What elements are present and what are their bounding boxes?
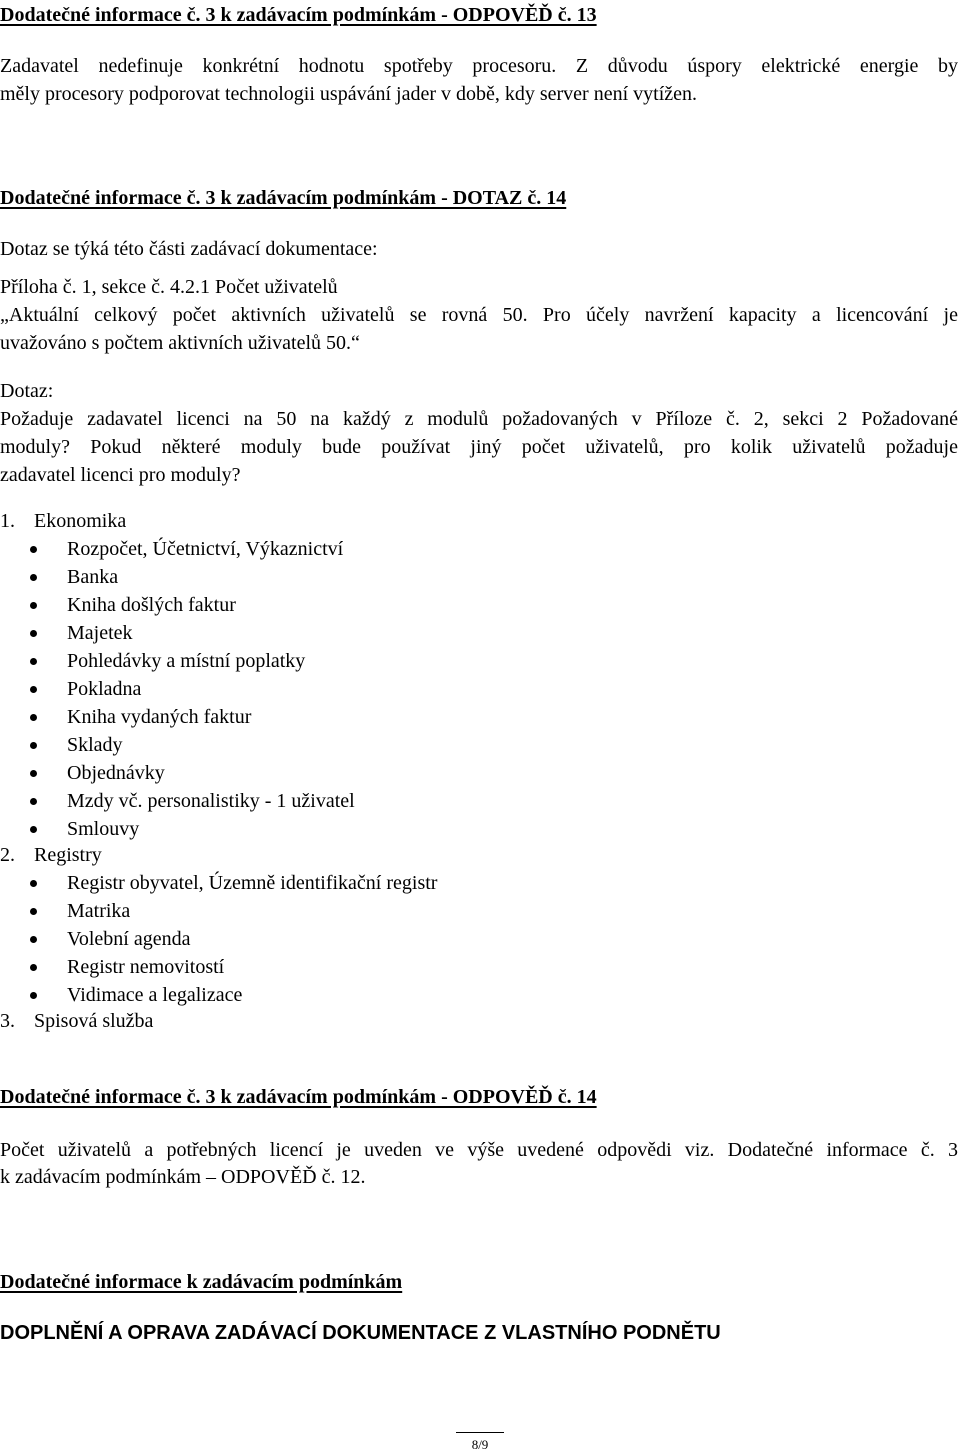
query-14-reference: Příloha č. 1, sekce č. 4.2.1 Počet uživatelů <box>0 276 338 298</box>
group-2-number: 2. <box>0 844 15 866</box>
list-item-text: Pohledávky a místní poplatky <box>67 650 306 672</box>
query-14-label: Dotaz: <box>0 380 54 402</box>
answer-13-text-line-1 <box>0 53 958 80</box>
bullet-icon <box>30 826 37 833</box>
group-1-title: Ekonomika <box>34 510 127 532</box>
list-item-text: Registr obyvatel, Územně identifikační registr <box>67 872 438 894</box>
list-item-text: Smlouvy <box>67 818 140 840</box>
bullet-icon <box>30 630 37 637</box>
query-14-quote-line-1 <box>0 302 958 329</box>
query-14-intro: Dotaz se týká této části zadávací dokumentace: <box>0 238 378 260</box>
bullet-icon <box>30 992 37 999</box>
group-2-title: Registry <box>34 844 102 866</box>
list-item-text: Banka <box>67 566 119 588</box>
answer-13-text-1: Zadavatel nedefinuje konkrétní hodnotu spotřeby procesoru. Z důvodu úspory elektrické energie by <box>0 55 958 77</box>
page-number: 8/9 <box>471 1437 489 1452</box>
bullet-icon <box>30 602 37 609</box>
list-item-text: Vidimace a legalizace <box>67 984 243 1006</box>
answer-13-text-line-2: měly procesory podporovat technologii uspávání jader v době, kdy server není vytížen. <box>0 83 698 105</box>
list-item-text: Rozpočet, Účetnictví, Výkaznictví <box>67 538 344 560</box>
closing-heading: Dodatečné informace k zadávacím podmínkám <box>0 1271 403 1293</box>
bullet-icon <box>30 658 37 665</box>
list-item-text: Kniha došlých faktur <box>67 594 236 616</box>
group-3-title: Spisová služba <box>34 1010 154 1032</box>
query-14-text-2: moduly? Pokud některé moduly bude používat jiný počet uživatelů, pro kolik uživatelů požaduje <box>0 436 958 458</box>
query-14-heading: Dodatečné informace č. 3 k zadávacím podmínkám - DOTAZ č. 14 <box>0 187 567 209</box>
list-item-text: Kniha vydaných faktur <box>67 706 252 728</box>
bullet-icon <box>30 546 37 553</box>
closing-subheading: DOPLNĚNÍ A OPRAVA ZADÁVACÍ DOKUMENTACE Z VLASTNÍHO PODNĚTU <box>0 1322 721 1344</box>
list-item-text: Majetek <box>67 622 133 644</box>
bullet-icon <box>30 686 37 693</box>
group-3-number: 3. <box>0 1010 15 1032</box>
list-item-text: Registr nemovitostí <box>67 956 225 978</box>
query-14-quote-1: „Aktuální celkový počet aktivních uživatelů se rovná 50. Pro účely navržení kapacity a licencování je <box>0 304 958 326</box>
bullet-icon <box>30 798 37 805</box>
bullet-icon <box>30 964 37 971</box>
bullet-icon <box>30 936 37 943</box>
bullet-icon <box>30 742 37 749</box>
query-14-quote-line-2: uvažováno s počtem aktivních uživatelů 50.“ <box>0 332 360 354</box>
list-item-text: Mzdy vč. personalistiky - 1 uživatel <box>67 790 355 812</box>
answer-14-text-line-1 <box>0 1137 958 1164</box>
answer-14-heading: Dodatečné informace č. 3 k zadávacím podmínkám - ODPOVĚĎ č. 14 <box>0 1086 597 1108</box>
bullet-icon <box>30 880 37 887</box>
answer-14-text-1: Počet uživatelů a potřebných licencí je uveden ve výše uvedené odpovědi viz. Dodatečné informace č. 3 <box>0 1139 958 1161</box>
query-14-text-line-1 <box>0 406 958 433</box>
bullet-icon <box>30 770 37 777</box>
list-item-text: Matrika <box>67 900 131 922</box>
footer-divider <box>456 1432 504 1433</box>
bullet-icon <box>30 714 37 721</box>
list-item-text: Objednávky <box>67 762 165 784</box>
query-14-text-line-2 <box>0 434 958 461</box>
list-item-text: Volební agenda <box>67 928 191 950</box>
query-14-text-1: Požaduje zadavatel licenci na 50 na každý z modulů požadovaných v Příloze č. 2, sekci 2 Požadované <box>0 408 958 430</box>
bullet-icon <box>30 908 37 915</box>
bullet-icon <box>30 574 37 581</box>
answer-13-heading: Dodatečné informace č. 3 k zadávacím podmínkám - ODPOVĚĎ č. 13 <box>0 4 597 26</box>
list-item-text: Sklady <box>67 734 123 756</box>
group-1-number: 1. <box>0 510 15 532</box>
answer-14-text-line-2: k zadávacím podmínkám – ODPOVĚĎ č. 12. <box>0 1166 366 1188</box>
list-item-text: Pokladna <box>67 678 142 700</box>
query-14-text-line-3: zadavatel licenci pro moduly? <box>0 464 241 486</box>
